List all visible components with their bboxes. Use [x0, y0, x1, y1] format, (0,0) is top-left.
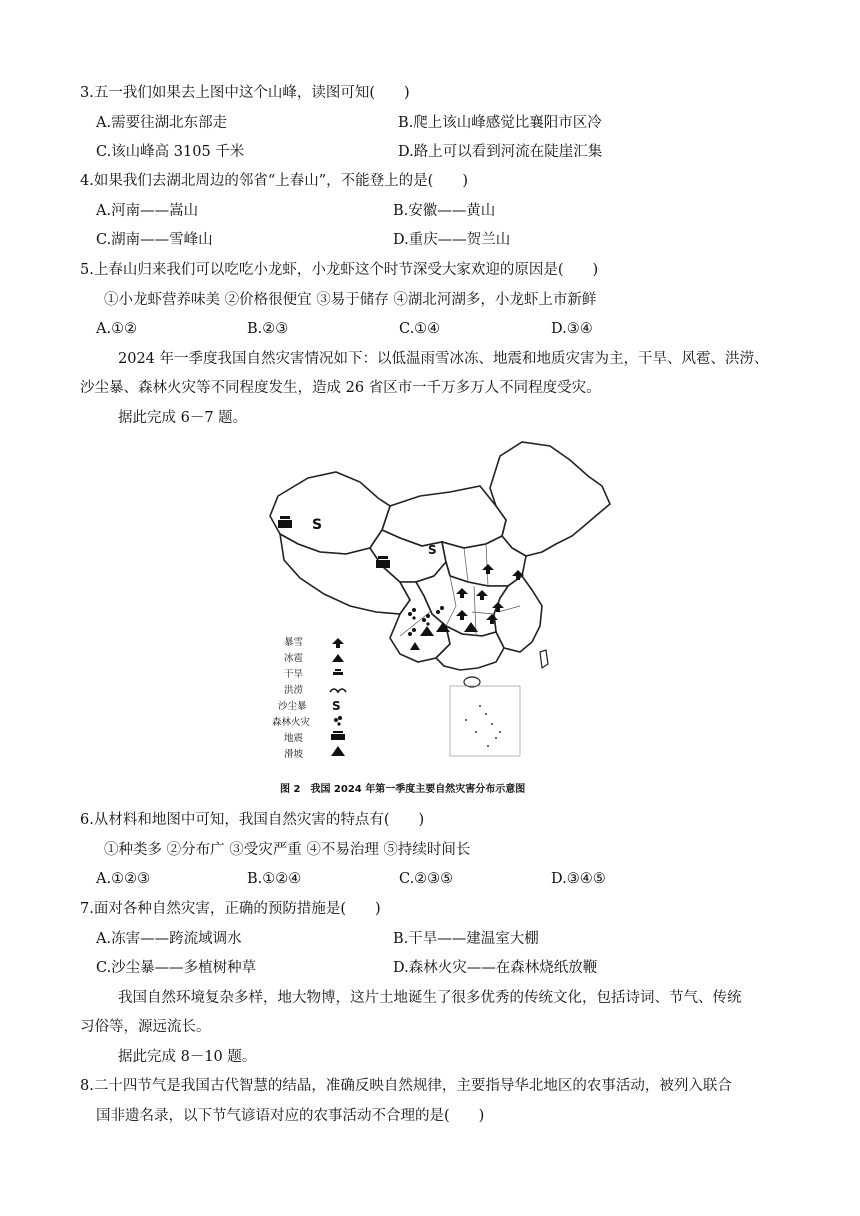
- q5-option-d: D.③④: [551, 321, 593, 337]
- flood-icon: [330, 689, 346, 692]
- forest-fire-icon: [422, 618, 426, 622]
- q3-stem: 3.五一我们如果去上图中这个山峰，读图可知( ): [80, 85, 410, 101]
- legend-label-landslide: 滑坡: [284, 749, 304, 760]
- legend-label-snowstorm: 暴雪: [284, 637, 304, 648]
- q7-stem: 7.面对各种自然灾害，正确的预防措施是( ): [80, 901, 381, 917]
- q6-option-c: C.②③⑤: [399, 871, 454, 887]
- q4-option-b: B.安徽——黄山: [393, 203, 496, 219]
- earthquake-icon: [331, 734, 345, 740]
- forest-fire-icon: [408, 612, 412, 616]
- q6-items: ①种类多 ②分布广 ③受灾严重 ④不易治理 ⑤持续时间长: [104, 842, 471, 858]
- material1-instruction: 据此完成 6－7 题。: [118, 410, 248, 426]
- q3-option-b: B.爬上该山峰感觉比襄阳市区冷: [398, 115, 602, 131]
- q4-option-d: D.重庆——贺兰山: [393, 232, 511, 248]
- legend-label-drought: 干旱: [284, 669, 304, 680]
- legend-label-hail: 冰雹: [284, 653, 304, 664]
- forest-fire-icon: [436, 610, 440, 614]
- south-sea-inset: [450, 686, 520, 756]
- material1-line1: 2024 年一季度我国自然灾害情况如下：以低温雨雪冰冻、地震和地质灾害为主，干旱、风雹、洪涝、: [118, 351, 769, 367]
- sandstorm-icon: S: [312, 517, 323, 533]
- legend-label-forest-fire: 森林火灾: [272, 717, 311, 728]
- sandstorm-icon: S: [428, 543, 437, 557]
- q6-option-a: A.①②③: [96, 871, 151, 887]
- q3-option-d: D.路上可以看到河流在陡崖汇集: [398, 144, 603, 160]
- landslide-icon: [331, 746, 345, 756]
- q5-option-a: A.①②: [96, 321, 138, 337]
- q8-stem-line1: 8.二十四节气是我国古代智慧的结晶，准确反映自然规律，主要指导华北地区的农事活动，被列入联合: [80, 1078, 732, 1094]
- hail-icon: [332, 654, 344, 662]
- q6-option-d: D.③④⑤: [551, 871, 606, 887]
- q4-option-c: C.湖南——雪峰山: [96, 232, 213, 248]
- q7-option-c: C.沙尘暴——多植树种草: [96, 960, 257, 976]
- material2-line1: 我国自然环境复杂多样，地大物博，这片土地诞生了很多优秀的传统文化，包括诗词、节气、传统: [118, 990, 742, 1006]
- q3-option-c: C.该山峰高 3105 千米: [96, 144, 245, 160]
- legend-label-flood: 洪涝: [284, 685, 304, 696]
- q5-stem: 5.上春山归来我们可以吃吃小龙虾，小龙虾这个时节深受大家欢迎的原因是( ): [80, 262, 599, 278]
- q4-option-a: A.河南——嵩山: [96, 203, 199, 219]
- q6-stem: 6.从材料和地图中可知，我国自然灾害的特点有( ): [80, 812, 425, 828]
- q7-option-d: D.森林火灾——在森林烧纸放鞭: [393, 960, 598, 976]
- earthquake-icon: [376, 560, 390, 568]
- taiwan-island: [540, 650, 548, 668]
- q5-option-b: B.②③: [247, 321, 289, 337]
- drought-icon: [333, 672, 343, 675]
- forest-fire-icon: [408, 632, 412, 636]
- q3-option-a: A.需要往湖北东部走: [96, 115, 228, 131]
- earthquake-icon: [378, 556, 388, 559]
- legend-label-sandstorm: 沙尘暴: [278, 701, 307, 712]
- legend-label-earthquake: 地震: [284, 733, 304, 744]
- q8-stem-line2: 国非遗名录，以下节气谚语对应的农事活动不合理的是( ): [96, 1108, 485, 1124]
- material1-line2: 沙尘暴、森林火灾等不同程度发生，造成 26 省区市一千万多万人不同程度受灾。: [80, 380, 601, 396]
- material2-line2: 习俗等，源远流长。: [80, 1019, 211, 1035]
- earthquake-icon: [278, 520, 292, 528]
- map-caption: 图 2 我国 2024 年第一季度主要自然灾害分布示意图: [280, 784, 526, 795]
- snowstorm-icon: [332, 638, 344, 648]
- q4-stem: 4.如果我们去湖北周边的邻省“上春山”，不能登上的是( ): [80, 173, 468, 189]
- material2-instruction: 据此完成 8－10 题。: [118, 1049, 257, 1065]
- q5-items: ①小龙虾营养味美 ②价格很便宜 ③易于储存 ④湖北河湖多，小龙虾上市新鲜: [104, 292, 597, 308]
- disaster-map: [250, 436, 630, 796]
- q7-option-a: A.冻害——跨流域调水: [96, 931, 242, 947]
- q5-option-c: C.①④: [399, 321, 441, 337]
- q6-option-b: B.①②④: [247, 871, 302, 887]
- earthquake-icon: [280, 516, 290, 519]
- drought-icon: [335, 669, 341, 671]
- hainan-island: [464, 677, 480, 687]
- q7-option-b: B.干旱——建温室大棚: [393, 931, 539, 947]
- earthquake-icon: [333, 731, 343, 733]
- forest-fire-icon: [334, 718, 338, 722]
- northeast-region: [490, 442, 610, 556]
- sandstorm-icon: S: [332, 699, 341, 713]
- legend-symbols: [328, 634, 348, 764]
